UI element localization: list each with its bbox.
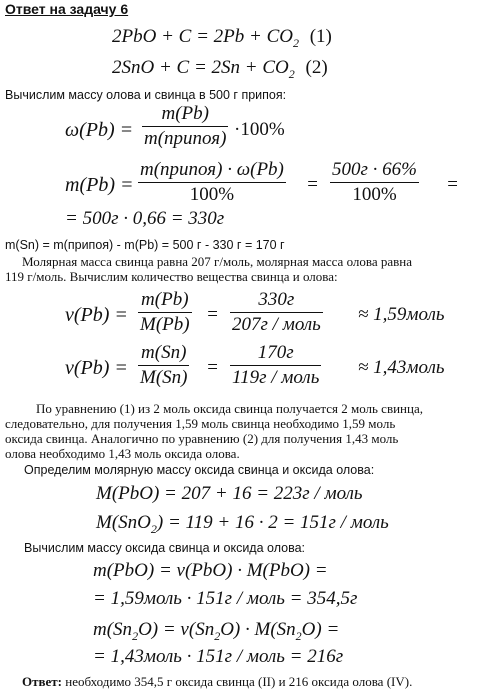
paragraph-equation-line-1: По уравнению (1) из 2 моль оксида свинца получается 2 моль свинца, xyxy=(36,401,423,416)
nu1-numerator-1: m(Pb) xyxy=(141,289,189,310)
omega-tail: ·100% xyxy=(234,119,285,140)
omega-fraction xyxy=(142,103,228,150)
nu2-equals: = xyxy=(206,357,219,378)
answer-line xyxy=(22,674,412,689)
nu1-equals: = xyxy=(206,304,219,325)
molar-mass-sno2-sub: 2 xyxy=(150,521,157,536)
reaction-1 xyxy=(112,26,332,51)
nu2-denominator-2: 119г / моль xyxy=(232,367,320,388)
mpb-lhs: m(Pb) = xyxy=(65,174,134,196)
mpb-denominator-1: 100% xyxy=(138,182,286,206)
paragraph-oxide-mass-intro: Вычислим массу оксида свинца и оксида олова: xyxy=(24,541,306,555)
reaction-2-number: (2) xyxy=(305,57,328,78)
omega-numerator: m(Pb) xyxy=(161,103,209,124)
nu2-fraction-2 xyxy=(230,342,321,389)
omega-denominator: m(припоя) xyxy=(144,128,227,149)
mass-sn2o-line-2: = 1,43моль · 151г / моль = 216г xyxy=(93,646,344,667)
page-title: Ответ на задачу 6 xyxy=(5,1,129,17)
nu1-lhs: ν(Pb) = xyxy=(65,304,128,326)
answer-label: Ответ: xyxy=(22,674,63,689)
mass-sn2o-sub-1: 2 xyxy=(132,628,139,643)
nu1-fraction-1 xyxy=(138,289,192,336)
paragraph-mass-intro: Вычислим массу олова и свинца в 500 г припоя: xyxy=(5,88,287,102)
paragraph-molar-2: 119 г/моль. Вычислим количество вещества свинца и олова: xyxy=(5,269,338,284)
msn-line: m(Sn) = m(припоя) - m(Pb) = 500 г - 330 г = 170 г xyxy=(5,238,285,252)
nu2-fraction-1 xyxy=(138,342,189,389)
nu1-denominator-1: M(Pb) xyxy=(140,314,190,335)
nu2-result: ≈ 1,43моль xyxy=(358,357,445,378)
reaction-2 xyxy=(112,57,328,82)
mass-sn2o-a: m(Sn xyxy=(93,619,133,640)
paragraph-molar-mass-intro: Определим молярную массу оксида свинца и оксида олова: xyxy=(24,463,375,477)
mpb-equals-1: = xyxy=(306,174,319,195)
mpb-fraction-2 xyxy=(330,159,419,206)
molar-mass-sno2-b: ) = 119 + 16 · 2 = 151г / моль xyxy=(156,512,389,533)
reaction-1-number: (1) xyxy=(309,26,332,47)
mpb-denominator-2: 100% xyxy=(330,182,419,206)
mass-sn2o-b: O) = ν(Sn xyxy=(138,619,215,640)
mpb-numerator-1: m(припоя) · ω(Pb) xyxy=(140,159,284,180)
mpb-numerator-2: 500г · 66% xyxy=(332,159,417,180)
molar-mass-sno2 xyxy=(96,512,389,537)
mass-sn2o-c: O) · M(Sn xyxy=(220,619,296,640)
mpb-equals-2: = xyxy=(446,174,459,195)
nu2-denominator-1: M(Sn) xyxy=(140,367,188,388)
nu1-fraction-2 xyxy=(230,289,323,336)
nu2-lhs: ν(Pb) = xyxy=(65,357,128,379)
answer-text: необходимо 354,5 г оксида свинца (II) и 216 оксида олова (IV). xyxy=(62,674,413,689)
nu2-numerator-1: m(Sn) xyxy=(141,342,187,363)
molar-mass-sno2-a: M(SnO xyxy=(96,512,151,533)
reaction-1-formula: 2PbO + C = 2Pb + CO xyxy=(112,26,293,47)
mpb-line-2: = 500г · 0,66 = 330г xyxy=(65,208,225,229)
mass-sn2o-line-1 xyxy=(93,619,339,644)
paragraph-equation-line-3: оксида свинца. Аналогично по уравнению (2) для получения 1,43 моль xyxy=(5,431,399,446)
nu2-numerator-2: 170г xyxy=(257,342,294,363)
nu1-numerator-2: 330г xyxy=(258,289,295,310)
mass-pbo-line-1: m(PbO) = ν(PbO) · M(PbO) = xyxy=(93,560,328,581)
paragraph-molar-1: Молярная масса свинца равна 207 г/моль, молярная масса олова равна xyxy=(22,254,413,269)
nu1-result: ≈ 1,59моль xyxy=(358,304,445,325)
mass-sn2o-sub-3: 2 xyxy=(295,628,302,643)
mass-sn2o-sub-2: 2 xyxy=(214,628,221,643)
mass-pbo-line-2: = 1,59моль · 151г / моль = 354,5г xyxy=(93,588,358,609)
molar-mass-pbo: M(PbO) = 207 + 16 = 223г / моль xyxy=(96,483,363,504)
nu1-denominator-2: 207г / моль xyxy=(232,314,321,335)
reaction-2-formula: 2SnO + C = 2Sn + CO xyxy=(112,57,289,78)
reaction-2-subscript: 2 xyxy=(288,66,295,81)
mpb-fraction-1 xyxy=(138,159,286,206)
paragraph-equation-line-4: олова необходимо 1,43 моль оксида олова. xyxy=(5,446,240,461)
omega-lhs: ω(Pb) = xyxy=(65,119,134,141)
reaction-1-subscript: 2 xyxy=(292,35,299,50)
paragraph-equation-line-2: следовательно, для получения 1,59 моль свинца необходимо 1,59 моль xyxy=(5,416,396,431)
mass-sn2o-d: O) = xyxy=(301,619,340,640)
